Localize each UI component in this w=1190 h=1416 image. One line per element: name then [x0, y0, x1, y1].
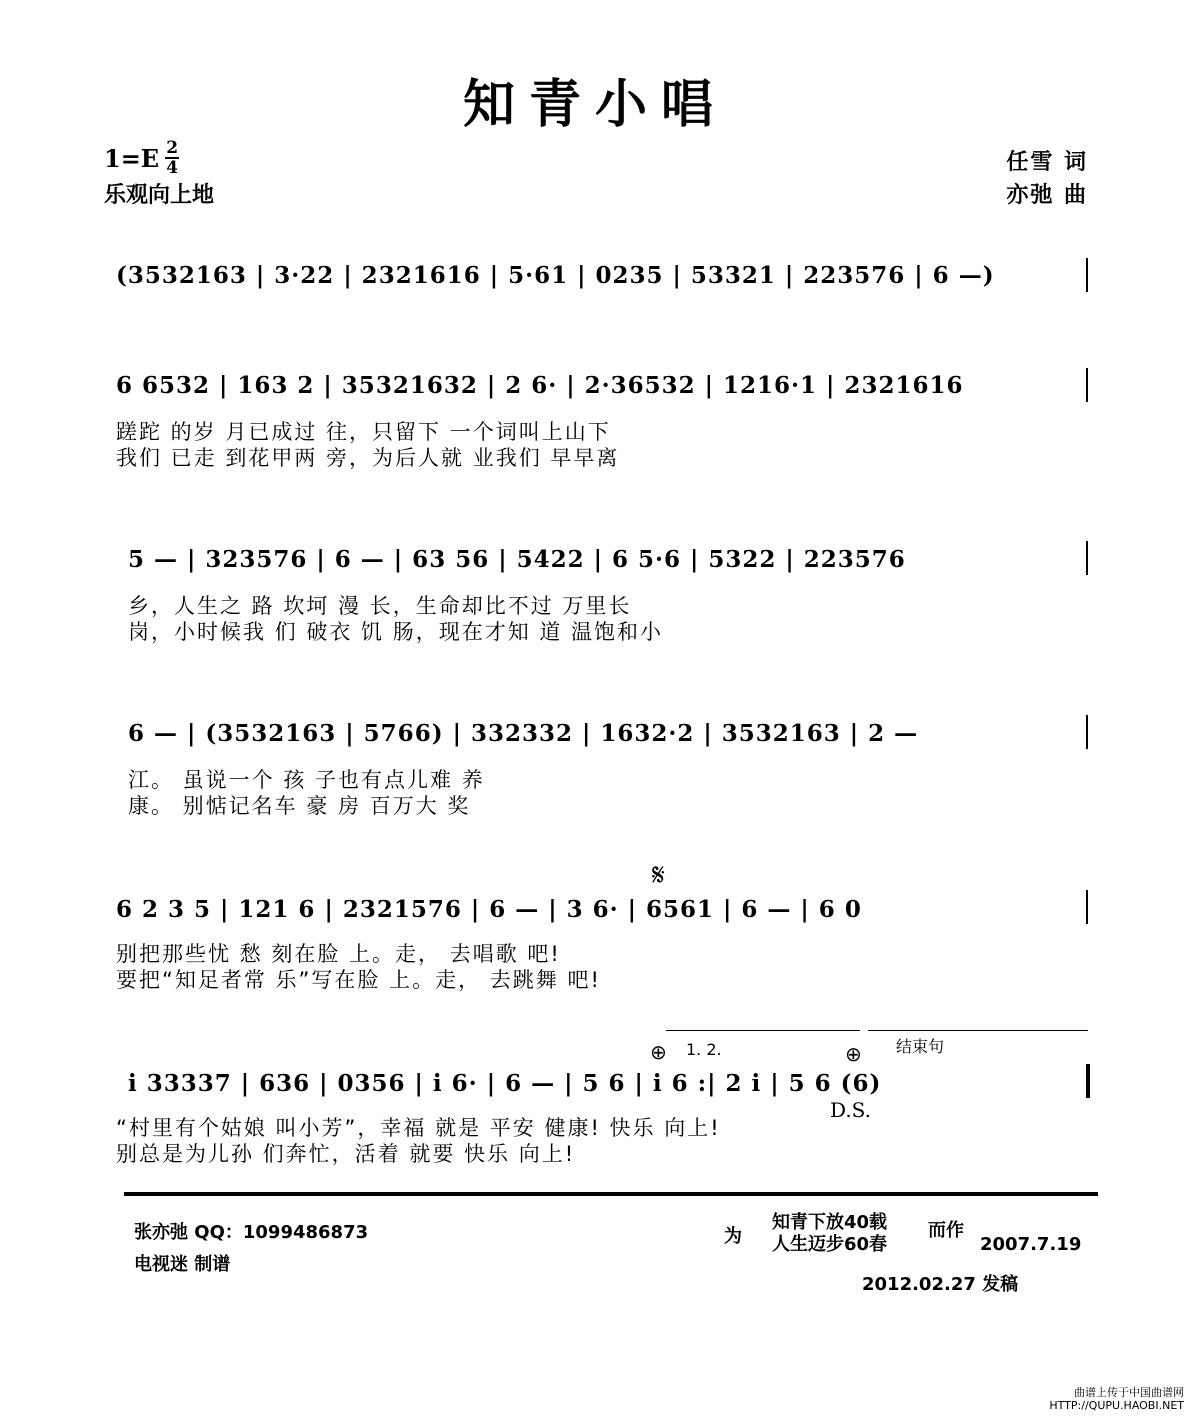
system-4-lyrics-2: 康。 别惦记名车 豪 房 百万大 奖	[128, 794, 471, 818]
system-6-lyrics-2: 别总是为儿孙 们奔忙，活着 就要 快乐 向上!	[116, 1142, 576, 1166]
watermark	[1049, 1386, 1184, 1412]
post-date: 2012.02.27 发稿	[862, 1274, 1019, 1295]
coda-icon-2: ⊕	[845, 1042, 862, 1066]
system-2-notes: 6 6532 | 163 2 | 35321632 | 2 6· | 2·36532 | 1216·1 | 2321616	[116, 372, 964, 399]
key-signature	[104, 140, 179, 176]
system-2-lyrics-1: 蹉跎 的岁 月已成过 往，只留下 一个词叫上山下	[116, 420, 611, 444]
composer-credit: 亦弛 曲	[1006, 183, 1088, 208]
volta-label: 1. 2.	[686, 1040, 722, 1059]
system-5-lyrics-2: 要把“知足者常 乐”写在脸 上。走， 去跳舞 吧!	[116, 968, 601, 992]
segno-mark: 𝄋	[652, 858, 665, 893]
time-top: 2	[166, 138, 179, 158]
watermark-line-2: HTTP://QUPU.HAOBI.NET	[1049, 1399, 1184, 1412]
time-signature	[165, 140, 179, 176]
key-label: 1=E	[104, 143, 160, 173]
compose-date: 2007.7.19	[980, 1234, 1082, 1255]
footer-divider	[124, 1192, 1098, 1196]
system-6-lyrics-1: “村里有个姑娘 叫小芳”，幸福 就是 平安 健康! 快乐 向上!	[116, 1116, 721, 1140]
watermark-line-1: 曲谱上传于中国曲谱网	[1074, 1386, 1184, 1399]
time-bottom: 4	[166, 158, 179, 178]
author-info: 张亦弛 QQ：1099486873	[134, 1222, 369, 1243]
system-3-notes: 5 — | 323576 | 6 — | 63 56 | 5422 | 6 5·6 | 5322 | 223576	[128, 546, 906, 573]
ds-mark: D.S.	[830, 1098, 872, 1122]
editor-info: 电视迷 制谱	[134, 1254, 231, 1275]
system-3-lyrics-1: 乡，人生之 路 坎坷 漫 长，生命却比不过 万里长	[128, 594, 632, 618]
page-title: 知青小唱	[462, 74, 727, 135]
system-6-notes: i 33337 | 636 | 0356 | i 6· | 6 — | 5 6 | i 6 :| 2 i | 5 6 (6)	[128, 1070, 882, 1097]
dedication-prefix: 为	[724, 1226, 742, 1247]
system-4-lyrics-1: 江。 虽说一个 孩 子也有点儿难 养	[128, 768, 485, 792]
system-3-lyrics-2: 岗，小时候我 们 破衣 饥 肠，现在才知 道 温饱和小	[128, 620, 664, 644]
ending-label: 结束句	[896, 1037, 945, 1056]
system-4-notes: 6 — | (3532163 | 5766) | 332332 | 1632·2 | 3532163 | 2 —	[128, 720, 919, 747]
system-1-notes: (3532163 | 3·22 | 2321616 | 5·61 | 0235 | 53321 | 223576 | 6 —)	[116, 262, 995, 289]
dedication-line-2: 人生迈步60春	[772, 1234, 888, 1255]
dedication-line-1: 知青下放40载	[772, 1212, 888, 1233]
system-5-lyrics-1: 别把那些忧 愁 刻在脸 上。走， 去唱歌 吧!	[116, 942, 561, 966]
system-2-lyrics-2: 我们 已走 到花甲两 旁，为后人就 业我们 早早离	[116, 446, 620, 470]
lyricist-credit: 任雪 词	[1006, 150, 1088, 175]
tempo-marking: 乐观向上地	[104, 183, 215, 208]
dedication-suffix: 而作	[928, 1220, 964, 1241]
system-5-notes: 6 2 3 5 | 121 6 | 2321576 | 6 — | 3 6· | 6561 | 6 — | 6 0	[116, 896, 862, 923]
coda-icon: ⊕	[650, 1040, 667, 1064]
